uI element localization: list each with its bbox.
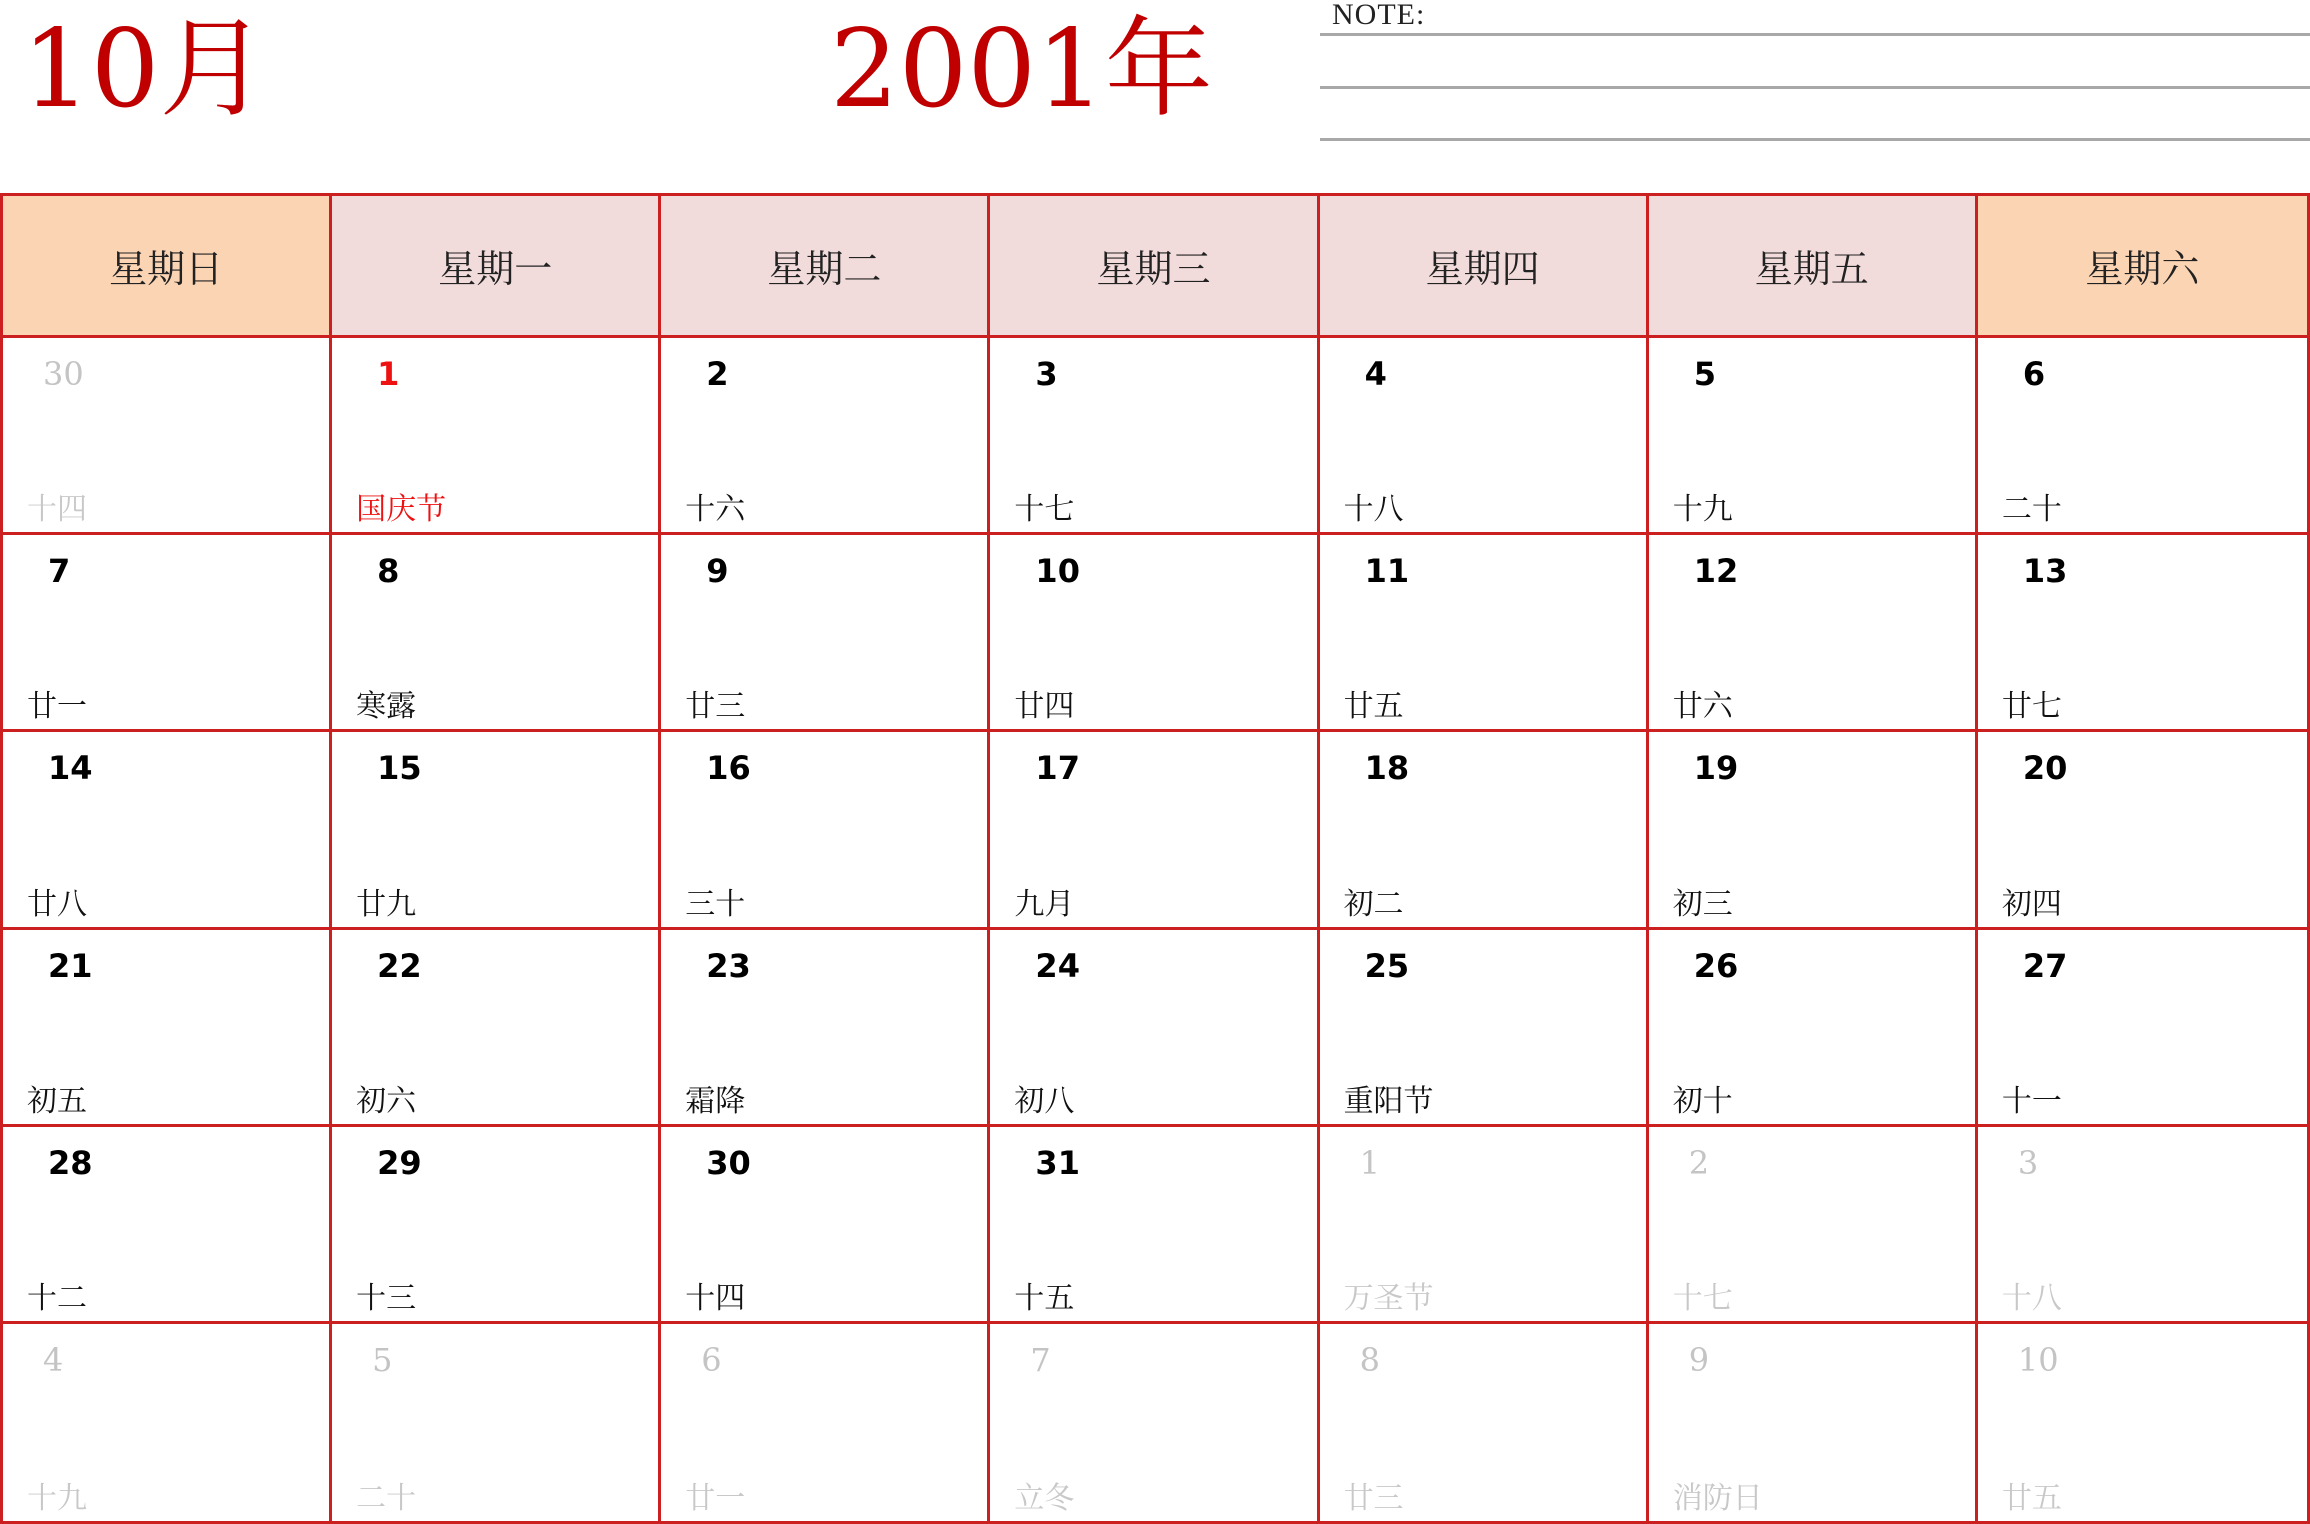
lunar-date-label: 廿一 <box>685 1481 746 1516</box>
lunar-date-label: 十四 <box>27 492 87 528</box>
day-cell[interactable] <box>3 930 332 1127</box>
day-cell[interactable] <box>332 1324 661 1521</box>
lunar-date-label: 十八 <box>1343 492 1404 528</box>
day-cell[interactable] <box>1978 1127 2307 1324</box>
lunar-date-label: 初六 <box>356 1083 417 1119</box>
day-cell[interactable] <box>990 535 1319 732</box>
lunar-date-label: 廿七 <box>2001 689 2062 725</box>
day-number: 13 <box>2022 552 2068 591</box>
lunar-date-label: 初二 <box>1343 886 1404 922</box>
lunar-date-label: 十二 <box>27 1280 87 1316</box>
weekday-header-thursday: 星期四 <box>1320 196 1649 338</box>
day-cell[interactable] <box>1978 1324 2307 1521</box>
day-number: 7 <box>1030 1340 1051 1379</box>
weekday-header-monday: 星期一 <box>332 196 661 338</box>
day-number: 22 <box>377 946 422 985</box>
day-cell[interactable] <box>1978 732 2307 929</box>
note-line <box>1320 86 2310 89</box>
day-number: 17 <box>1035 749 1080 788</box>
day-number: 18 <box>1364 749 1410 788</box>
weekday-header-tuesday: 星期二 <box>661 196 990 338</box>
day-number: 25 <box>1364 946 1410 985</box>
day-cell[interactable] <box>1320 338 1649 535</box>
day-cell[interactable] <box>661 338 990 535</box>
day-cell[interactable] <box>3 1127 332 1324</box>
day-number: 3 <box>1035 355 1058 393</box>
day-cell[interactable] <box>3 338 332 535</box>
day-cell[interactable] <box>1649 535 1978 732</box>
note-label: NOTE: <box>1332 0 1426 31</box>
note-line <box>1320 33 2310 36</box>
day-cell[interactable] <box>661 535 990 732</box>
day-number: 12 <box>1693 552 1739 591</box>
lunar-date-label: 十一 <box>2001 1083 2062 1119</box>
day-cell[interactable] <box>1320 535 1649 732</box>
day-number: 23 <box>706 946 751 985</box>
day-number: 15 <box>377 749 422 788</box>
lunar-date-label: 十四 <box>685 1280 746 1316</box>
day-cell[interactable] <box>1978 535 2307 732</box>
day-cell[interactable] <box>990 1324 1319 1521</box>
day-number: 27 <box>2022 946 2068 985</box>
day-number: 4 <box>43 1340 64 1379</box>
day-number: 8 <box>1359 1340 1380 1379</box>
note-line <box>1320 138 2310 141</box>
day-cell[interactable] <box>3 732 332 929</box>
lunar-date-label: 廿三 <box>1343 1481 1404 1516</box>
day-number: 8 <box>377 552 400 591</box>
lunar-date-label: 十五 <box>1014 1280 1075 1316</box>
day-number: 10 <box>1035 552 1080 591</box>
day-cell[interactable] <box>1978 338 2307 535</box>
lunar-date-label: 廿一 <box>27 689 87 725</box>
day-number: 1 <box>1359 1143 1380 1182</box>
weekday-header-wednesday: 星期三 <box>990 196 1319 338</box>
lunar-date-label: 重阳节 <box>1343 1083 1434 1119</box>
day-number: 5 <box>1693 355 1716 393</box>
day-cell[interactable] <box>661 1127 990 1324</box>
lunar-date-label: 廿九 <box>356 886 417 922</box>
day-number: 30 <box>706 1143 751 1182</box>
lunar-date-label: 十七 <box>1672 1280 1733 1316</box>
day-number: 2 <box>706 355 729 393</box>
day-cell[interactable] <box>1320 732 1649 929</box>
day-cell[interactable] <box>1320 1324 1649 1521</box>
lunar-date-label: 廿三 <box>685 689 746 725</box>
lunar-date-label: 初五 <box>27 1083 87 1119</box>
lunar-date-label: 消防日 <box>1672 1481 1763 1516</box>
day-number: 20 <box>2022 749 2068 788</box>
day-cell[interactable] <box>1649 1127 1978 1324</box>
day-cell[interactable] <box>332 338 661 535</box>
day-number: 24 <box>1035 946 1080 985</box>
lunar-date-label: 廿五 <box>1343 689 1404 725</box>
day-number: 29 <box>377 1143 422 1182</box>
lunar-date-label: 二十 <box>2001 492 2062 528</box>
lunar-date-label: 廿八 <box>27 886 87 922</box>
year-title: 2001年 <box>830 7 1213 132</box>
day-number: 11 <box>1364 552 1410 591</box>
day-number: 14 <box>48 749 93 788</box>
lunar-date-label: 霜降 <box>685 1083 746 1119</box>
day-number: 21 <box>48 946 93 985</box>
lunar-date-label: 廿五 <box>2001 1481 2062 1516</box>
day-number: 1 <box>377 355 400 393</box>
day-cell[interactable] <box>990 1127 1319 1324</box>
day-number: 2 <box>1688 1143 1710 1182</box>
weekday-header-friday: 星期五 <box>1649 196 1978 338</box>
day-number: 16 <box>706 749 751 788</box>
day-cell[interactable] <box>1320 930 1649 1127</box>
day-cell[interactable] <box>3 1324 332 1521</box>
lunar-date-label: 立冬 <box>1014 1481 1075 1516</box>
day-cell[interactable] <box>332 1127 661 1324</box>
lunar-date-label: 初十 <box>1672 1083 1733 1119</box>
day-cell[interactable] <box>990 930 1319 1127</box>
day-cell[interactable] <box>332 930 661 1127</box>
day-cell[interactable] <box>990 732 1319 929</box>
lunar-date-label: 十八 <box>2001 1280 2062 1316</box>
month-title: 10月 <box>22 7 268 132</box>
day-number: 6 <box>701 1340 722 1379</box>
day-cell[interactable] <box>661 1324 990 1521</box>
day-cell[interactable] <box>332 732 661 929</box>
day-number: 4 <box>1364 355 1387 393</box>
day-number: 7 <box>48 552 71 591</box>
day-number: 5 <box>372 1340 393 1379</box>
day-number: 10 <box>2017 1340 2059 1379</box>
lunar-date-label: 初四 <box>2001 886 2062 922</box>
lunar-date-label: 初三 <box>1672 886 1733 922</box>
weekday-header-saturday: 星期六 <box>1978 196 2307 338</box>
weekday-header-sunday: 星期日 <box>3 196 332 338</box>
day-cell[interactable] <box>1649 930 1978 1127</box>
day-number: 26 <box>1693 946 1739 985</box>
lunar-date-label: 二十 <box>356 1481 417 1516</box>
holiday-label: 国庆节 <box>356 492 447 528</box>
day-cell[interactable] <box>661 732 990 929</box>
day-number: 30 <box>43 355 84 393</box>
day-cell[interactable] <box>332 535 661 732</box>
day-number: 31 <box>1035 1143 1080 1182</box>
lunar-date-label: 十九 <box>27 1481 87 1516</box>
lunar-date-label: 万圣节 <box>1343 1280 1434 1316</box>
calendar-grid <box>0 193 2310 1524</box>
lunar-date-label: 寒露 <box>356 689 417 725</box>
day-cell[interactable] <box>990 338 1319 535</box>
day-cell[interactable] <box>1649 732 1978 929</box>
day-number: 9 <box>706 552 729 591</box>
lunar-date-label: 初八 <box>1014 1083 1075 1119</box>
day-cell[interactable] <box>3 535 332 732</box>
day-cell[interactable] <box>661 930 990 1127</box>
day-number: 3 <box>2017 1143 2039 1182</box>
lunar-date-label: 三十 <box>685 886 746 922</box>
day-cell[interactable] <box>1320 1127 1649 1324</box>
day-cell[interactable] <box>1649 1324 1978 1521</box>
day-number: 9 <box>1688 1340 1710 1379</box>
lunar-date-label: 九月 <box>1014 886 1075 922</box>
day-number: 28 <box>48 1143 93 1182</box>
lunar-date-label: 十九 <box>1672 492 1733 528</box>
lunar-date-label: 廿四 <box>1014 689 1075 725</box>
lunar-date-label: 十六 <box>685 492 746 528</box>
day-number: 19 <box>1693 749 1739 788</box>
lunar-date-label: 十三 <box>356 1280 417 1316</box>
day-cell[interactable] <box>1978 930 2307 1127</box>
note-area[interactable] <box>1320 0 2310 150</box>
lunar-date-label: 廿六 <box>1672 689 1733 725</box>
day-cell[interactable] <box>1649 338 1978 535</box>
day-number: 6 <box>2022 355 2046 393</box>
lunar-date-label: 十七 <box>1014 492 1075 528</box>
